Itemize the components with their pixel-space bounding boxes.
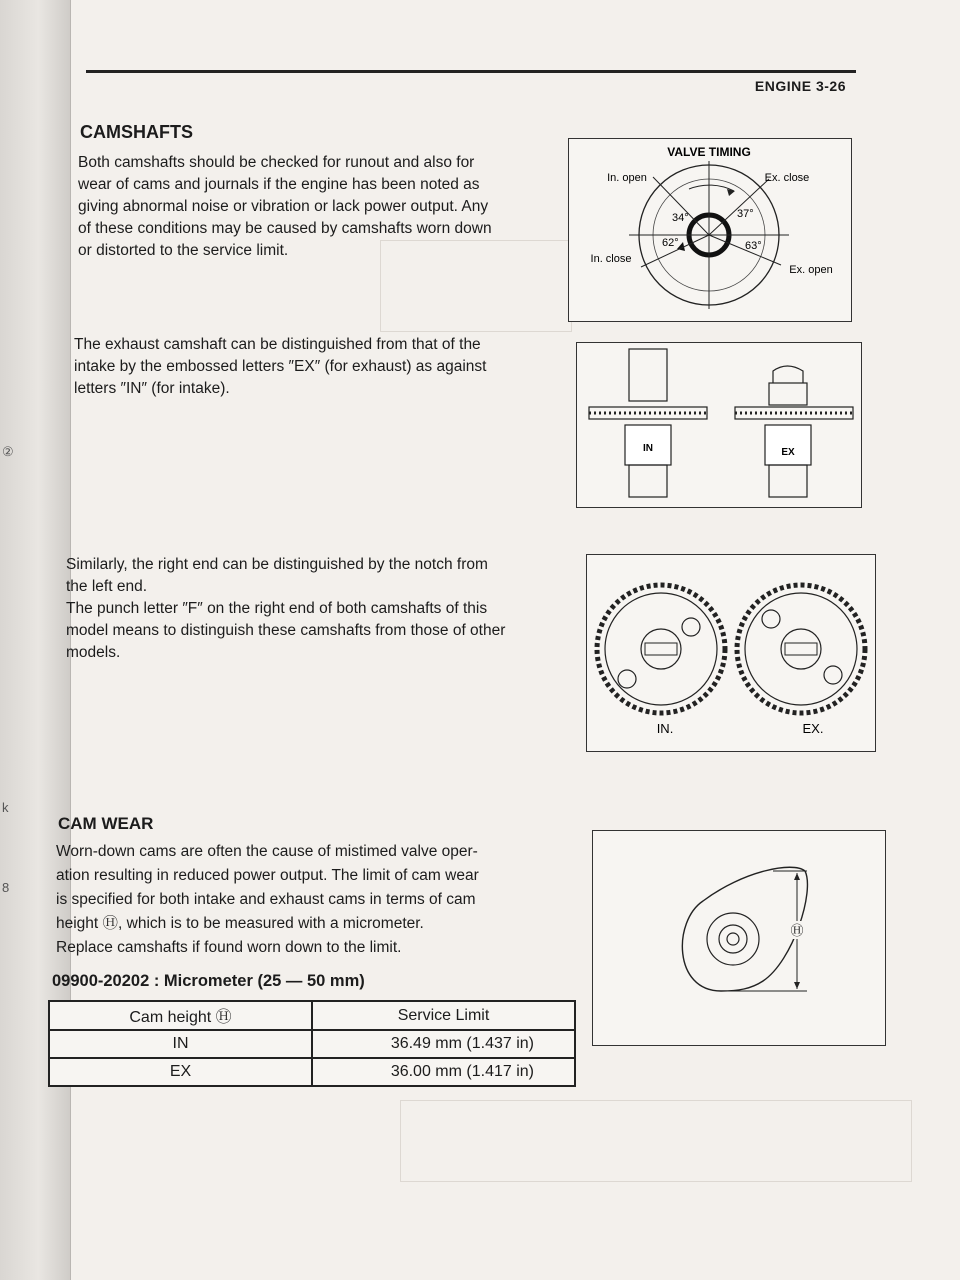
cam-wear-title: CAM WEAR (58, 814, 154, 833)
in-sprocket-end-drawing (597, 585, 725, 713)
paragraph-line: Similarly, the right end can be distinguished by the notch from (66, 556, 488, 573)
camshafts-paragraph (78, 152, 492, 262)
paragraph-line: model means to distinguish these camshafts from those of other (66, 622, 506, 639)
angle-37-label: 37° (737, 208, 754, 220)
cam-lobe-diagram (593, 831, 885, 1045)
show-through-box (400, 1100, 912, 1182)
paragraph-line: is specified for both intake and exhaust cams in terms of cam (56, 891, 476, 908)
camshafts-title: CAMSHAFTS (80, 122, 193, 142)
header-rule (86, 70, 856, 73)
ex-sprocket-end-drawing (737, 585, 865, 713)
page-header: ENGINE 3-26 (754, 78, 846, 94)
ex-camshaft-label: EX (781, 447, 795, 458)
cam-height-figure (592, 830, 886, 1046)
ex-close-label: Ex. close (764, 172, 810, 184)
table-cell: 36.00 mm (1.417 in) (312, 1058, 575, 1086)
identify-paragraph (74, 334, 486, 400)
in-open-label: In. open (607, 172, 647, 184)
paragraph-line: giving abnormal noise or vibration or lack power output. Any (78, 198, 489, 215)
table-header-row (49, 1001, 575, 1030)
cam-inner-circle (719, 925, 747, 953)
table-header-cell: Cam height Ⓗ (49, 1001, 312, 1030)
cam-wear-paragraph (56, 840, 479, 960)
camshaft-end-figure (586, 554, 876, 752)
angle-34-label: 34° (672, 212, 689, 224)
in-ex-camshaft-diagram (577, 343, 861, 507)
paragraph-line: Worn-down cams are often the cause of mistimed valve oper- (56, 843, 478, 860)
overlap-arc (689, 185, 734, 191)
paragraph-line: wear of cams and journals if the engine has been noted as (78, 176, 480, 193)
in-end-label: IN. (656, 721, 674, 736)
table-row (49, 1058, 575, 1086)
in-close-label: In. close (590, 253, 632, 265)
paragraph-line: The punch letter ″F″ on the right end of both camshafts of this (66, 600, 488, 617)
paragraph-line: Replace camshafts if found worn down to the limit. (56, 939, 402, 956)
table-row (49, 1030, 575, 1058)
binding-mark-2: ② (2, 444, 14, 459)
cam-base-circle (707, 913, 759, 965)
ex-open-label: Ex. open (789, 264, 833, 276)
right-end-paragraph (66, 554, 505, 664)
camshaft-sprocket-figure (576, 342, 862, 508)
cam-height-h-label: Ⓗ (790, 924, 804, 939)
arc-arrowhead (727, 189, 735, 196)
cam-height-table (48, 1000, 576, 1087)
paragraph-line: intake by the embossed letters ″EX″ (for exhaust) as against (74, 358, 487, 375)
table-cell: EX (49, 1058, 312, 1086)
paragraph-line: ation resulting in reduced power output. The limit of cam wear (56, 867, 479, 884)
binding-mark-k: k (2, 800, 9, 815)
paragraph-line: models. (66, 644, 121, 661)
paragraph-line: or distorted to the service limit. (78, 242, 289, 259)
in-camshaft-drawing (589, 349, 707, 497)
paragraph-line: The exhaust camshaft can be distinguished from that of the (74, 336, 481, 353)
cam-center (727, 933, 739, 945)
paragraph-line: height Ⓗ, which is to be measured with a micrometer. (56, 915, 424, 932)
in-camshaft-label: IN (643, 443, 653, 454)
paragraph-line: the left end. (66, 578, 148, 595)
valve-timing-diagram (569, 139, 851, 321)
table-cell: 36.49 mm (1.437 in) (312, 1030, 575, 1058)
valve-timing-figure (568, 138, 852, 322)
valve-timing-title: VALVE TIMING (667, 145, 751, 159)
ex-camshaft-drawing (735, 366, 853, 497)
table-cell: IN (49, 1030, 312, 1058)
cam-lobe-outline (682, 867, 807, 991)
angle-62-label: 62° (662, 237, 679, 249)
angle-63-label: 63° (745, 240, 762, 252)
paragraph-line: Both camshafts should be checked for runout and also for (78, 154, 475, 171)
micrometer-tool-line: 09900-20202 : Micrometer (25 — 50 mm) (52, 972, 365, 990)
ex-end-label: EX. (802, 721, 824, 736)
right-end-notch-diagram (587, 555, 875, 751)
paragraph-line: of these conditions may be caused by camshafts worn down (78, 220, 492, 237)
paragraph-line: letters ″IN″ (for intake). (74, 380, 230, 397)
binding-mark-8: 8 (2, 880, 10, 895)
left-page-edge (0, 0, 71, 1280)
table-header-cell: Service Limit (312, 1001, 575, 1030)
